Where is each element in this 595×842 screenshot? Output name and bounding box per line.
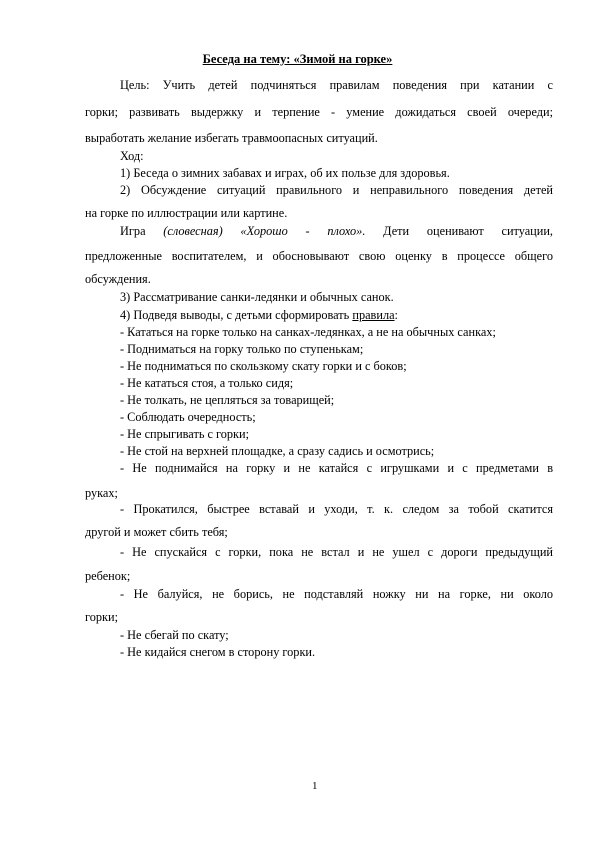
- rule-9-line-1: - Не поднимайся на горку и не катайся с игрушками и с предметами в: [120, 461, 553, 475]
- item-4: [120, 308, 398, 323]
- rule-11-line-2: ребенок;: [85, 569, 131, 583]
- game-name: «Хорошо - плохо».: [222, 224, 366, 238]
- goal-line-1: Цель: Учить детей подчиняться правилам поведения при катании с: [120, 78, 553, 92]
- game-rest: Дети оценивают ситуации,: [365, 224, 553, 238]
- rule-12-line-2: горки;: [85, 610, 119, 624]
- rules-link[interactable]: правила: [352, 308, 395, 322]
- rule-5: - Не толкать, не цепляться за товарищей;: [120, 393, 335, 407]
- rule-2: - Подниматься на горку только по ступенькам;: [120, 342, 364, 356]
- item-4-end: :: [394, 308, 398, 322]
- item-2-line-1: 2) Обсуждение ситуаций правильного и неправильного поведения детей: [120, 183, 553, 197]
- rule-10-line-1: - Прокатился, быстрее вставай и уходи, т. к. следом за тобой скатится: [120, 502, 553, 516]
- rule-10-line-2: другой и может сбить тебя;: [85, 525, 228, 539]
- rule-1: - Кататься на горке только на санках-ледянках, а не на обычных санках;: [120, 325, 496, 339]
- game-prefix: Игра: [120, 224, 164, 238]
- rule-8: - Не стой на верхней площадке, а сразу садись и осмотрись;: [120, 444, 435, 458]
- item-2-line-2: на горке по иллюстрации или картине.: [85, 206, 288, 220]
- game-line-3: обсуждения.: [85, 272, 151, 286]
- page-number: 1: [312, 780, 318, 792]
- goal-line-3: выработать желание избегать травмоопасных ситуаций.: [85, 131, 378, 145]
- rule-4: - Не кататься стоя, а только сидя;: [120, 376, 294, 390]
- game-line-2: предложенные воспитателем, и обосновывают свою оценку в процессе общего: [85, 249, 553, 263]
- rule-9-line-2: руках;: [85, 486, 118, 500]
- rule-12-line-1: - Не балуйся, не борись, не подставляй ножку ни на горке, ни около: [120, 587, 553, 601]
- game-type: (словесная): [163, 224, 223, 238]
- item-3: 3) Рассматривание санки-ледянки и обычных санок.: [120, 290, 394, 304]
- rule-3: - Не подниматься по скользкому скату горки и с боков;: [120, 359, 407, 373]
- rule-13: - Не сбегай по скату;: [120, 628, 229, 642]
- rule-14: - Не кидайся снегом в сторону горки.: [120, 645, 316, 659]
- rule-6: - Соблюдать очередность;: [120, 410, 256, 424]
- rule-7: - Не спрыгивать с горки;: [120, 427, 250, 441]
- goal-line-2: горки; развивать выдержку и терпение - умение дожидаться своей очереди;: [85, 105, 553, 119]
- game-line-1: [120, 224, 553, 239]
- course-label: Ход:: [120, 149, 144, 163]
- rule-11-line-1: - Не спускайся с горки, пока не встал и не ушел с дороги предыдущий: [120, 545, 553, 559]
- item-1: 1) Беседа о зимних забавах и играх, об их пользе для здоровья.: [120, 166, 450, 180]
- item-4-text: 4) Подведя выводы, с детьми сформировать: [120, 308, 353, 322]
- document-title: Беседа на тему: «Зимой на горке»: [202, 52, 393, 66]
